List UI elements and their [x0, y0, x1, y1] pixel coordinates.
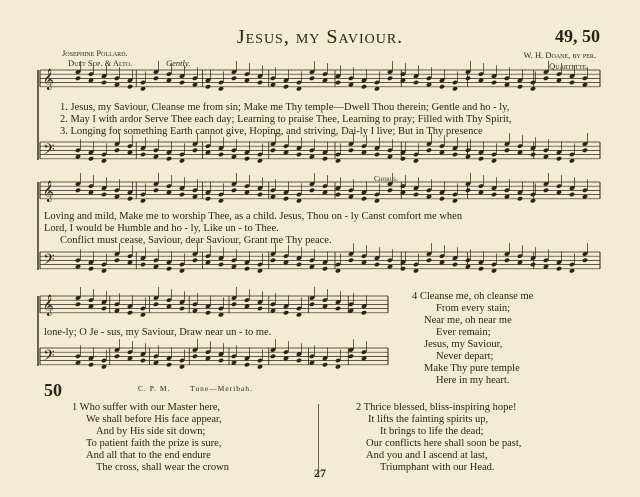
- note-head: [478, 156, 484, 161]
- stanza4-line: Here in my heart.: [436, 375, 510, 386]
- note-head: [153, 188, 159, 193]
- treble-clef-icon: 𝄞: [43, 69, 54, 90]
- note-head: [218, 358, 224, 363]
- note-head: [192, 258, 198, 263]
- note-head: [530, 152, 536, 157]
- note-head: [309, 302, 315, 307]
- note-head: [465, 76, 471, 81]
- stanza4-line: 4 Cleanse me, oh cleanse me: [412, 291, 534, 302]
- hymn50-right-line: Triumphant with our Head.: [380, 462, 495, 473]
- note-head: [101, 306, 107, 311]
- stanza4-line: From every stain;: [436, 303, 511, 314]
- stanza4-line: Make Thy pure temple: [424, 363, 520, 374]
- hymn50-meter: C. P. M.: [138, 384, 171, 393]
- lyric-verse-3: 3. Longing for something Earth cannot give, Hoping, and striving, Dai-ly I live; But in Thy presence: [60, 126, 483, 137]
- note-head: [439, 84, 445, 89]
- lyric-verse-2: 2. May I with ardor Serve Thee each day; Learning to praise Thee, Learning to pray; Filled with Thy Spirit,: [60, 114, 512, 125]
- hymn50-left-line: 1 Who suffer with our Master here,: [72, 402, 221, 413]
- bass-clef-icon: 𝄢: [43, 251, 55, 272]
- note-head: [309, 76, 315, 81]
- note-head: [322, 362, 328, 367]
- bass-clef-icon: 𝄢: [43, 347, 55, 368]
- note-head: [400, 266, 406, 271]
- note-head: [88, 362, 94, 367]
- hymn50-left-line: The cross, shall wear the crown: [96, 462, 229, 473]
- note-head: [231, 76, 237, 81]
- note-head: [283, 196, 289, 201]
- hymn50-right-line: Our conflicts here shall soon be past,: [366, 438, 522, 449]
- note-head: [88, 266, 94, 271]
- note-head: [153, 76, 159, 81]
- stanza4-line: Ever remain;: [436, 327, 491, 338]
- note-head: [504, 148, 510, 153]
- note-head: [322, 156, 328, 161]
- note-head: [439, 196, 445, 201]
- note-head: [257, 306, 263, 311]
- note-head: [257, 192, 263, 197]
- treble-clef-icon: 𝄞: [43, 295, 54, 316]
- note-head: [296, 358, 302, 363]
- note-head: [296, 152, 302, 157]
- note-head: [127, 84, 133, 89]
- lyric-line-1: Loving and mild, Make me to worship Thee, as a child. Jesus, Thou on - ly Canst comfort me when: [44, 211, 463, 222]
- note-head: [413, 80, 419, 85]
- lyric-final-line: lone-ly; O Je - sus, my Saviour, Draw near un - to me.: [44, 327, 272, 338]
- note-head: [270, 354, 276, 359]
- note-head: [569, 80, 575, 85]
- note-head: [322, 266, 328, 271]
- note-head: [270, 258, 276, 263]
- note-head: [517, 84, 523, 89]
- voicing-left: Duet Sop. & Alto.: [68, 58, 133, 68]
- note-head: [400, 156, 406, 161]
- note-head: [543, 76, 549, 81]
- note-head: [387, 76, 393, 81]
- note-head: [517, 196, 523, 201]
- note-head: [231, 302, 237, 307]
- note-head: [244, 266, 250, 271]
- note-head: [88, 156, 94, 161]
- note-head: [75, 188, 81, 193]
- note-head: [153, 302, 159, 307]
- note-head: [140, 358, 146, 363]
- note-head: [283, 84, 289, 89]
- note-head: [426, 148, 432, 153]
- chorus-label: Chorus.: [374, 174, 398, 183]
- note-head: [348, 148, 354, 153]
- note-head: [335, 192, 341, 197]
- note-head: [556, 156, 562, 161]
- note-head: [257, 80, 263, 85]
- note-head: [114, 258, 120, 263]
- hymn50-right-line: And you and I ascend at last,: [366, 450, 488, 461]
- note-head: [75, 302, 81, 307]
- note-head: [335, 80, 341, 85]
- hymn50-right-line: It lifts the fainting spirits up,: [368, 414, 489, 425]
- note-head: [270, 148, 276, 153]
- note-head: [231, 188, 237, 193]
- hymn50-tune: Tune—Meribah.: [190, 384, 253, 393]
- author-credit: Josephine Pollard.: [62, 48, 128, 58]
- note-head: [309, 188, 315, 193]
- note-head: [374, 262, 380, 267]
- note-head: [244, 362, 250, 367]
- note-head: [452, 152, 458, 157]
- note-head: [530, 262, 536, 267]
- note-head: [582, 258, 588, 263]
- lyric-line-2: Lord, I would be Humble and ho - ly, Like un - to Thee.: [44, 223, 279, 234]
- note-head: [387, 188, 393, 193]
- stanza4-line: Jesus, my Saviour,: [424, 339, 503, 350]
- note-head: [361, 196, 367, 201]
- note-head: [166, 362, 172, 367]
- note-head: [244, 156, 250, 161]
- note-head: [127, 196, 133, 201]
- note-head: [218, 152, 224, 157]
- hymn50-left-line: We shall before His face appear,: [86, 414, 222, 425]
- note-head: [374, 152, 380, 157]
- note-head: [283, 310, 289, 315]
- note-head: [361, 310, 367, 315]
- note-head: [179, 306, 185, 311]
- note-head: [348, 354, 354, 359]
- note-head: [582, 148, 588, 153]
- stanza4-line: Never depart;: [436, 351, 494, 362]
- note-head: [192, 354, 198, 359]
- note-head: [205, 196, 211, 201]
- page-number: 27: [314, 466, 326, 480]
- note-head: [348, 258, 354, 263]
- note-head: [465, 188, 471, 193]
- note-head: [179, 80, 185, 85]
- note-head: [452, 262, 458, 267]
- note-head: [205, 310, 211, 315]
- note-head: [569, 192, 575, 197]
- hymn50-left-line: And by His side sit down;: [96, 426, 206, 437]
- note-head: [543, 188, 549, 193]
- note-head: [335, 306, 341, 311]
- note-head: [114, 148, 120, 153]
- note-head: [218, 262, 224, 267]
- note-head: [101, 192, 107, 197]
- lyric-line-3: Conflict must cease, Saviour, dear Saviour, Grant me Thy peace.: [60, 235, 332, 246]
- note-head: [491, 192, 497, 197]
- hymn50-left-line: To patient faith the prize is sure,: [86, 438, 222, 449]
- hymn50-number: 50: [44, 380, 62, 400]
- note-head: [413, 192, 419, 197]
- note-head: [491, 80, 497, 85]
- lyric-verse-1: 1. Jesus, my Saviour, Cleanse me from sin; Make me Thy temple—Dwell Thou therein; Gentle and ho - ly,: [60, 102, 510, 113]
- note-head: [166, 156, 172, 161]
- voicing-right: Quartette.: [549, 61, 588, 71]
- hymn50-right-line: It brings to life the dead;: [380, 426, 484, 437]
- hymn50-right-line: 2 Thrice blessed, bliss-inspiring hope!: [356, 402, 517, 413]
- note-head: [75, 76, 81, 81]
- note-head: [140, 152, 146, 157]
- note-head: [179, 192, 185, 197]
- note-head: [127, 310, 133, 315]
- treble-clef-icon: 𝄞: [43, 181, 54, 202]
- composer-credit: W. H. Doane, by per.: [523, 50, 596, 60]
- note-head: [166, 266, 172, 271]
- stanza4-line: Near me, oh near me: [424, 315, 512, 326]
- hymn-numbers: 49, 50: [555, 26, 600, 46]
- note-head: [205, 84, 211, 89]
- note-head: [556, 266, 562, 271]
- note-head: [192, 148, 198, 153]
- note-head: [478, 266, 484, 271]
- note-head: [504, 258, 510, 263]
- note-head: [361, 84, 367, 89]
- note-head: [426, 258, 432, 263]
- hymn-title: Jesus, my Saviour.: [236, 26, 404, 48]
- tempo-marking: Gently.: [166, 58, 191, 68]
- hymn50-left-line: And all that to the end endure: [86, 450, 211, 461]
- note-head: [140, 262, 146, 267]
- note-head: [101, 80, 107, 85]
- bass-clef-icon: 𝄢: [43, 141, 55, 162]
- note-head: [114, 354, 120, 359]
- note-head: [296, 262, 302, 267]
